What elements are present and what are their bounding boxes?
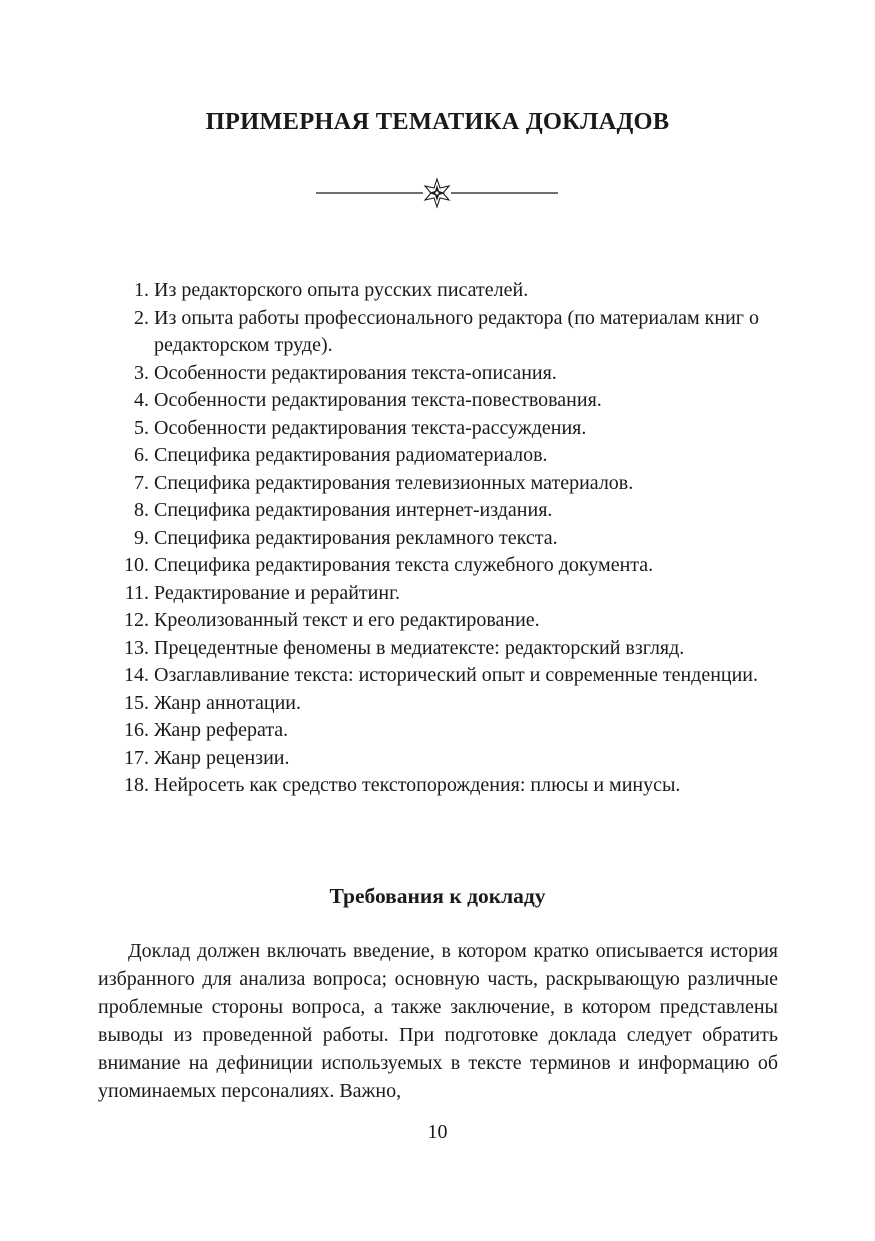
list-item-number: 15. — [124, 691, 149, 714]
list-item — [116, 387, 778, 415]
list-item-text: Прецедентные феномены в медиатексте: редакторский взгляд. — [154, 636, 685, 659]
list-item — [116, 525, 778, 553]
list-item — [116, 580, 778, 608]
list-item-text: Из опыта работы профессионального редактора (по материалам книг о редакторском труде). — [154, 306, 759, 356]
topics-list — [116, 277, 778, 800]
list-item — [116, 607, 778, 635]
list-item-text: Озаглавливание текста: исторический опыт и современные тенденции. — [154, 664, 759, 686]
star-ornament-divider — [316, 176, 558, 210]
list-item — [116, 470, 778, 498]
list-item — [116, 772, 778, 800]
list-item-text: Жанр рецензии. — [154, 746, 290, 769]
list-item — [116, 305, 778, 360]
list-item — [116, 690, 778, 718]
list-item-number: 12. — [124, 609, 149, 631]
list-item-number: 8. — [134, 499, 149, 521]
list-item — [116, 635, 778, 663]
list-item-text: Особенности редактирования текста-повествования. — [154, 389, 602, 411]
list-item-number: 4. — [134, 389, 149, 411]
list-item-number: 14. — [124, 664, 149, 686]
list-item — [116, 360, 778, 388]
list-item — [116, 497, 778, 525]
list-item-text: Креолизованный текст и его редактирование. — [154, 609, 540, 631]
list-item — [116, 662, 778, 690]
page-number: 10 — [427, 1121, 448, 1143]
list-item — [116, 415, 778, 443]
body-paragraph: Доклад должен включать введение, в котором кратко описывается история избранного для анализа вопроса; основную часть, раскрывающую различные проблемные стороны вопроса, а также заключение, в котором представлены выводы из проведенной работы. При подготовке доклада следует обратить внимание на дефиниции используемых в тексте терминов и информацию об упоминаемых персоналиях. Важно, — [98, 940, 778, 1102]
list-item-number: 3. — [134, 361, 149, 384]
list-item-text: Специфика редактирования интернет-издания. — [154, 499, 553, 521]
list-item-number: 5. — [134, 416, 149, 439]
star-icon — [425, 179, 449, 207]
list-item — [116, 442, 778, 470]
list-item-text: Специфика редактирования рекламного текста. — [154, 526, 558, 549]
list-item-text: Нейросеть как средство текстопорождения: плюсы и минусы. — [154, 774, 681, 796]
list-item-text: Особенности редактирования текста-описания. — [154, 361, 557, 384]
list-item-number: 1. — [134, 279, 149, 301]
list-item-number: 13. — [124, 636, 149, 659]
list-item-number: 2. — [134, 306, 149, 329]
list-item-text: Особенности редактирования текста-рассуждения. — [154, 416, 587, 439]
list-item-text: Специфика редактирования радиоматериалов. — [154, 444, 548, 466]
page-title: ПРИМЕРНАЯ ТЕМАТИКА ДОКЛАДОВ — [205, 108, 670, 135]
list-item-text: Редактирование и рерайтинг. — [154, 581, 401, 604]
list-item-text: Специфика редактирования текста служебного документа. — [154, 554, 654, 576]
list-item-number: 10. — [124, 554, 149, 576]
list-item-number: 7. — [134, 471, 149, 494]
list-item — [116, 745, 778, 773]
list-item-text: Жанр аннотации. — [154, 691, 301, 714]
list-item-text: Из редакторского опыта русских писателей. — [154, 279, 529, 301]
list-item-number: 16. — [124, 719, 149, 741]
list-item — [116, 552, 778, 580]
list-item-text: Жанр реферата. — [154, 719, 289, 741]
list-item-number: 11. — [124, 581, 149, 604]
list-item-number: 18. — [124, 774, 149, 796]
list-item-number: 9. — [134, 526, 149, 549]
section-heading: Требования к докладу — [329, 884, 546, 908]
list-item-number: 6. — [134, 444, 149, 466]
list-item-text: Специфика редактирования телевизионных материалов. — [154, 471, 634, 494]
list-item-number: 17. — [124, 746, 149, 769]
list-item — [116, 717, 778, 745]
list-item — [116, 277, 778, 305]
